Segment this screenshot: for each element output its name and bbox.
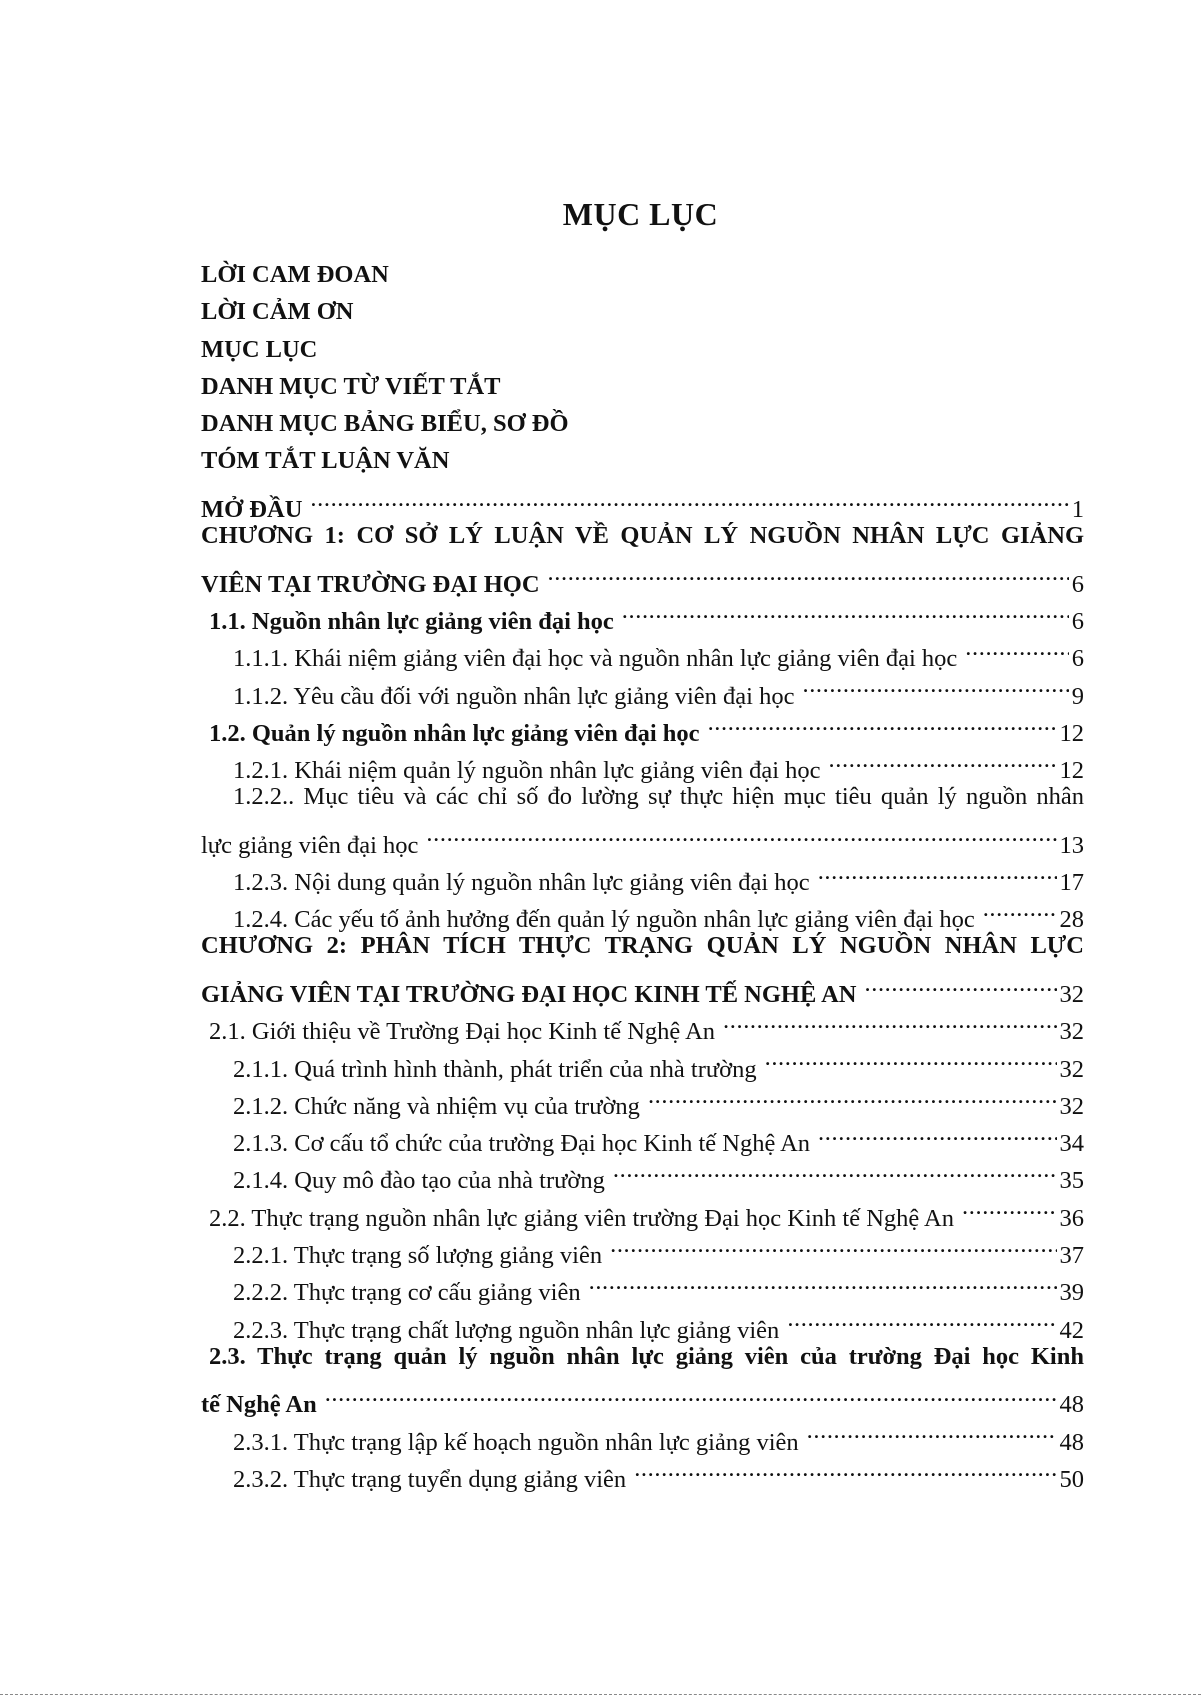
toc-entry-title: lực giảng viên đại học xyxy=(201,831,419,859)
toc-entry-title: 2.1. Giới thiệu về Trường Đại học Kinh tế Nghệ An xyxy=(209,1018,716,1046)
toc-page-number: 34 xyxy=(1059,1130,1084,1158)
dot-leader xyxy=(548,554,1069,591)
toc-page-number: 36 xyxy=(1059,1204,1084,1232)
dot-leader xyxy=(983,890,1057,927)
toc-subsection[interactable] xyxy=(201,1450,1084,1493)
toc-page-number: 13 xyxy=(1059,831,1084,859)
toc-page-number: 17 xyxy=(1059,869,1084,897)
toc-subsection-cont[interactable] xyxy=(201,815,1084,859)
toc-page-number: 35 xyxy=(1059,1167,1084,1195)
toc-chapter-heading-cont[interactable] xyxy=(201,965,1084,1008)
toc-subsection[interactable] xyxy=(201,629,1084,673)
toc-page-number: 1 xyxy=(1071,496,1084,524)
toc-entry-title: 2.2.1. Thực trạng số lượng giảng viên xyxy=(233,1242,603,1270)
dot-leader xyxy=(634,1450,1056,1487)
toc-entry-title: MỞ ĐẦU xyxy=(201,496,303,524)
toc-subsection[interactable] xyxy=(201,741,1084,785)
dot-leader xyxy=(865,965,1057,1002)
toc-entry-title: GIẢNG VIÊN TẠI TRƯỜNG ĐẠI HỌC KINH TẾ NGHỆ AN xyxy=(201,980,857,1008)
toc-page-number: 32 xyxy=(1059,1092,1084,1120)
toc-subsection[interactable] xyxy=(201,1226,1084,1270)
dot-leader xyxy=(610,1226,1056,1263)
toc-entry-introduction[interactable] xyxy=(201,480,1084,524)
toc-page-number: 28 xyxy=(1059,906,1084,934)
toc-page-number: 6 xyxy=(1071,570,1084,598)
toc-entry-title: 2.2. Thực trạng nguồn nhân lực giảng viên trường Đại học Kinh tế Nghệ An xyxy=(209,1204,955,1232)
toc-entry-title: 1.1.2. Yêu cầu đối với nguồn nhân lực giảng viên đại học xyxy=(233,682,795,710)
toc-page-number: 39 xyxy=(1059,1279,1084,1307)
toc-entry-title: VIÊN TẠI TRƯỜNG ĐẠI HỌC xyxy=(201,570,540,598)
dot-leader xyxy=(807,1412,1057,1449)
dot-leader xyxy=(802,666,1068,703)
page-title: MỤC LỤC xyxy=(562,196,719,232)
dot-leader xyxy=(787,1300,1056,1337)
dot-leader xyxy=(829,741,1057,778)
toc-section[interactable]: 2.3. Thực trạng quản lý nguồn nhân lực giảng viên của trường Đại học Kinh xyxy=(209,1342,1084,1370)
toc-front-matter-item[interactable]: DANH MỤC TỪ VIẾT TẮT xyxy=(201,372,501,400)
toc-page-number: 6 xyxy=(1071,607,1084,635)
dot-leader xyxy=(965,629,1068,666)
toc-subsection[interactable] xyxy=(201,1412,1084,1456)
toc-chapter-heading[interactable]: CHƯƠNG 2: PHÂN TÍCH THỰC TRẠNG QUẢN LÝ NGUỒN NHÂN LỰC xyxy=(201,932,1084,960)
toc-chapter-heading-cont[interactable] xyxy=(201,554,1084,598)
toc-page-number: 50 xyxy=(1059,1465,1084,1493)
dot-leader xyxy=(765,1039,1057,1076)
toc-subsection[interactable]: 1.2.2.. Mục tiêu và các chỉ số đo lường sự thực hiện mục tiêu quản lý nguồn nhân xyxy=(233,783,1084,811)
toc-entry-title: 2.1.4. Quy mô đào tạo của nhà trường xyxy=(233,1167,605,1195)
toc-entry-title: 1.2.1. Khái niệm quản lý nguồn nhân lực giảng viên đại học xyxy=(233,757,821,785)
toc-entry-title: 2.3.1. Thực trạng lập kế hoạch nguồn nhân lực giảng viên xyxy=(233,1428,799,1456)
dot-leader xyxy=(708,704,1057,741)
toc-page-number: 6 xyxy=(1071,645,1084,673)
toc-entry-title: 2.3.2. Thực trạng tuyển dụng giảng viên xyxy=(233,1465,627,1493)
dot-leader xyxy=(622,592,1069,629)
dot-leader xyxy=(818,1114,1056,1151)
toc-front-matter-item[interactable]: LỜI CAM ĐOAN xyxy=(201,261,389,288)
table-of-contents xyxy=(201,256,1084,1493)
toc-entry-title: 1.2.3. Nội dung quản lý nguồn nhân lực giảng viên đại học xyxy=(233,869,810,897)
dot-leader xyxy=(613,1151,1057,1188)
toc-subsection[interactable] xyxy=(201,1263,1084,1307)
dot-leader xyxy=(325,1375,1057,1412)
toc-page-number: 37 xyxy=(1059,1242,1084,1270)
toc-subsection[interactable] xyxy=(201,1039,1084,1083)
dot-leader xyxy=(723,1002,1056,1039)
toc-front-matter-item[interactable]: MỤC LỤC xyxy=(201,335,318,363)
toc-page-number: 42 xyxy=(1059,1316,1084,1344)
toc-page-number: 32 xyxy=(1059,1055,1084,1083)
toc-entry-title: 2.1.2. Chức năng và nhiệm vụ của trường xyxy=(233,1092,640,1120)
toc-page-number: 48 xyxy=(1059,1391,1084,1419)
toc-subsection[interactable] xyxy=(201,853,1084,897)
toc-entry-title: 2.1.1. Quá trình hình thành, phát triển của nhà trường xyxy=(233,1055,757,1083)
toc-section-cont[interactable] xyxy=(201,1375,1084,1419)
toc-page-number: 48 xyxy=(1059,1428,1084,1456)
toc-front-matter-item[interactable]: TÓM TẮT LUẬN VĂN xyxy=(201,447,450,475)
toc-page-number: 12 xyxy=(1059,719,1084,747)
toc-chapter-heading[interactable]: CHƯƠNG 1: CƠ SỞ LÝ LUẬN VỀ QUẢN LÝ NGUỒN NHÂN LỰC GIẢNG xyxy=(201,522,1084,550)
toc-entry-title: 1.2.4. Các yếu tố ảnh hưởng đến quản lý nguồn nhân lực giảng viên đại học xyxy=(233,906,975,934)
dot-leader xyxy=(310,480,1068,517)
toc-entry-title: 1.1.1. Khái niệm giảng viên đại học và nguồn nhân lực giảng viên đại học xyxy=(233,645,958,673)
toc-page-number: 32 xyxy=(1059,980,1084,1008)
toc-page-number: 32 xyxy=(1059,1018,1084,1046)
dot-leader xyxy=(589,1263,1057,1300)
toc-page-number: 9 xyxy=(1071,682,1084,710)
dot-leader xyxy=(426,815,1056,852)
toc-subsection[interactable] xyxy=(201,890,1084,934)
toc-section[interactable] xyxy=(201,592,1084,635)
toc-front-matter-item[interactable]: LỜI CẢM ƠN xyxy=(201,298,354,326)
toc-subsection[interactable] xyxy=(201,1077,1084,1120)
toc-subsection[interactable] xyxy=(201,1300,1084,1344)
toc-entry-title: 2.1.3. Cơ cấu tổ chức của trường Đại học Kinh tế Nghệ An xyxy=(233,1130,811,1158)
toc-subsection[interactable] xyxy=(201,1114,1084,1158)
toc-subsection[interactable] xyxy=(201,666,1084,710)
toc-subsection[interactable] xyxy=(201,1151,1084,1195)
toc-entry-title: tế Nghệ An xyxy=(201,1391,317,1419)
toc-section[interactable] xyxy=(201,1188,1084,1232)
toc-page-number: 12 xyxy=(1059,757,1084,785)
toc-section[interactable] xyxy=(201,704,1084,747)
toc-entry-title: 1.2. Quản lý nguồn nhân lực giảng viên đại học xyxy=(209,719,700,747)
toc-section[interactable] xyxy=(201,1002,1084,1046)
dot-leader xyxy=(818,853,1057,890)
dot-leader xyxy=(962,1188,1056,1225)
dot-leader xyxy=(648,1077,1057,1114)
toc-entry-title: 1.1. Nguồn nhân lực giảng viên đại học xyxy=(209,607,614,635)
page-edge-divider xyxy=(0,1694,1201,1695)
toc-entry-title: 2.2.2. Thực trạng cơ cấu giảng viên xyxy=(233,1279,581,1307)
toc-front-matter-item[interactable]: DANH MỤC BẢNG BIỂU, SƠ ĐỒ xyxy=(201,410,569,438)
toc-entry-title: 2.2.3. Thực trạng chất lượng nguồn nhân lực giảng viên xyxy=(233,1316,780,1344)
